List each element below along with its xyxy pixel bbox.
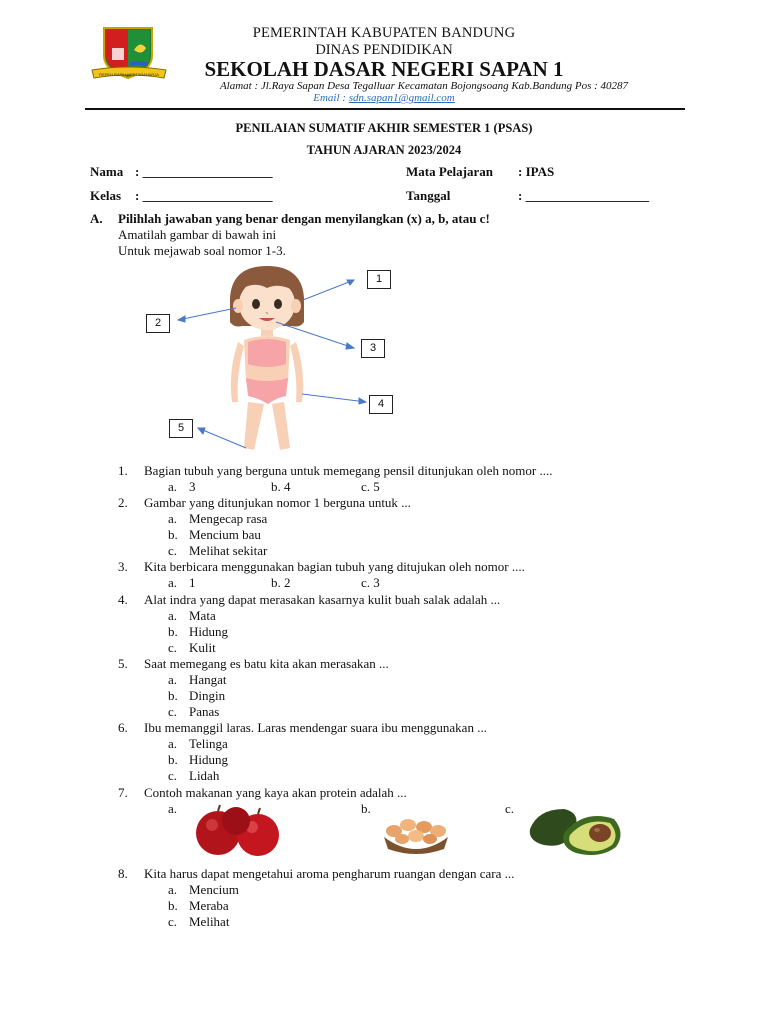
question-text: Gambar yang ditunjukan nomor 1 berguna untuk ... bbox=[144, 495, 411, 510]
option-text[interactable]: Dingin bbox=[189, 688, 226, 703]
section-instruction: Pilihlah jawaban yang benar dengan menyilangkan (x) a, b, atau c! bbox=[118, 211, 490, 226]
option-c[interactable]: c. 5 bbox=[361, 479, 380, 494]
section-note-1: Amatilah gambar di bawah ini bbox=[118, 227, 277, 242]
section-note-2: Untuk mejawab soal nomor 1-3. bbox=[118, 243, 286, 258]
diagram-label-4: 4 bbox=[369, 395, 393, 414]
email-label: Email : bbox=[313, 92, 349, 104]
option-letter[interactable]: c. bbox=[168, 640, 178, 655]
header-department: DINAS PENDIDIKAN bbox=[315, 42, 453, 58]
question-number: 7. bbox=[118, 785, 128, 800]
academic-year: TAHUN AJARAN 2023/2024 bbox=[306, 143, 462, 157]
question-number: 5. bbox=[118, 656, 128, 671]
question-number: 1. bbox=[118, 463, 128, 478]
exam-title: PENILAIAN SUMATIF AKHIR SEMESTER 1 (PSAS) bbox=[235, 121, 533, 135]
option-text[interactable]: Mencium bbox=[189, 882, 239, 897]
option-text[interactable]: Melihat sekitar bbox=[189, 543, 268, 558]
svg-text:REPEH RAPIH KERTARAHARJA: REPEH RAPIH KERTARAHARJA bbox=[99, 72, 159, 77]
option-letter[interactable]: c. bbox=[168, 914, 178, 929]
option-text[interactable]: Mengecap rasa bbox=[189, 511, 268, 526]
option-text[interactable]: Lidah bbox=[189, 768, 220, 783]
option-letter[interactable]: a. bbox=[168, 801, 178, 816]
header-school-name: SEKOLAH DASAR NEGERI SAPAN 1 bbox=[204, 57, 564, 81]
question-text: Kita berbicara menggunakan bagian tubuh yang ditujukan oleh nomor .... bbox=[144, 559, 525, 574]
option-letter[interactable]: b. bbox=[361, 801, 371, 816]
header-email bbox=[0, 92, 768, 104]
question-text: Ibu memanggil laras. Laras mendengar suara ibu menggunakan ... bbox=[144, 720, 487, 735]
option-letter[interactable]: c. bbox=[505, 801, 515, 816]
option-text[interactable]: 1 bbox=[189, 575, 196, 590]
option-text[interactable]: Hidung bbox=[189, 624, 228, 639]
email-link[interactable]: sdn.sapan1@gmail.com bbox=[348, 92, 455, 104]
diagram-label-1: 1 bbox=[367, 270, 391, 289]
header-divider bbox=[85, 108, 685, 110]
apples-image[interactable] bbox=[188, 803, 284, 859]
question-number: 4. bbox=[118, 592, 128, 607]
option-letter[interactable]: a. bbox=[168, 511, 178, 526]
header-address: Alamat : Jl.Raya Sapan Desa Tegalluar Kecamatan Bojongsoang Kab.Bandung Pos : 40287 bbox=[219, 80, 629, 92]
option-letter[interactable]: b. bbox=[168, 688, 178, 703]
question-text: Contoh makanan yang kaya akan protein adalah ... bbox=[144, 785, 407, 800]
tanggal-label: Tanggal bbox=[406, 188, 451, 203]
option-c[interactable]: c. 3 bbox=[361, 575, 380, 590]
option-text[interactable]: Kulit bbox=[189, 640, 216, 655]
nama-label: Nama bbox=[90, 164, 124, 179]
question-number: 3. bbox=[118, 559, 128, 574]
option-text[interactable]: 3 bbox=[189, 479, 196, 494]
tanggal-field[interactable]: : ___________________ bbox=[518, 188, 650, 203]
option-letter[interactable]: b. bbox=[168, 527, 178, 542]
question-number: 8. bbox=[118, 866, 128, 881]
option-text[interactable]: Telinga bbox=[189, 736, 228, 751]
diagram-label-2: 2 bbox=[146, 314, 170, 333]
option-text[interactable]: Meraba bbox=[189, 898, 229, 913]
question-text: Alat indra yang dapat merasakan kasarnya kulit buah salak adalah ... bbox=[144, 592, 501, 607]
option-text[interactable]: Melihat bbox=[189, 914, 230, 929]
option-letter[interactable]: b. bbox=[168, 752, 178, 767]
option-letter[interactable]: b. bbox=[168, 898, 178, 913]
option-letter[interactable]: a. bbox=[168, 882, 178, 897]
option-text[interactable]: Mencium bau bbox=[189, 527, 261, 542]
kelas-label: Kelas bbox=[90, 188, 122, 203]
mapel-value: : IPAS bbox=[518, 164, 555, 179]
option-letter[interactable]: c. bbox=[168, 768, 178, 783]
section-letter: A. bbox=[90, 211, 103, 226]
option-letter[interactable]: b. bbox=[168, 624, 178, 639]
eggs-basket-image[interactable] bbox=[378, 809, 454, 857]
question-text: Bagian tubuh yang berguna untuk memegang pensil ditunjukan oleh nomor .... bbox=[144, 463, 553, 478]
nama-field[interactable]: : ____________________ bbox=[135, 164, 273, 179]
question-text: Saat memegang es batu kita akan merasakan ... bbox=[144, 656, 389, 671]
option-letter[interactable]: a. bbox=[168, 575, 178, 590]
diagram-label-3: 3 bbox=[361, 339, 385, 358]
option-letter[interactable]: c. bbox=[168, 704, 178, 719]
option-text[interactable]: Mata bbox=[189, 608, 216, 623]
option-letter[interactable]: a. bbox=[168, 608, 178, 623]
option-letter[interactable]: c. bbox=[168, 543, 178, 558]
option-b[interactable]: b. 2 bbox=[271, 575, 291, 590]
question-number: 2. bbox=[118, 495, 128, 510]
option-b[interactable]: b. 4 bbox=[271, 479, 291, 494]
question-text: Kita harus dapat mengetahui aroma pengharum ruangan dengan cara ... bbox=[144, 866, 515, 881]
mapel-label: Mata Pelajaran bbox=[406, 164, 494, 179]
option-text[interactable]: Hangat bbox=[189, 672, 227, 687]
avocado-image[interactable] bbox=[524, 803, 626, 859]
kelas-field[interactable]: : ____________________ bbox=[135, 188, 273, 203]
question-number: 6. bbox=[118, 720, 128, 735]
diagram-label-5: 5 bbox=[169, 419, 193, 438]
option-letter[interactable]: a. bbox=[168, 672, 178, 687]
option-letter[interactable]: a. bbox=[168, 479, 178, 494]
option-text[interactable]: Panas bbox=[189, 704, 220, 719]
option-text[interactable]: Hidung bbox=[189, 752, 228, 767]
option-letter[interactable]: a. bbox=[168, 736, 178, 751]
header-government: PEMERINTAH KABUPATEN BANDUNG bbox=[252, 25, 516, 41]
